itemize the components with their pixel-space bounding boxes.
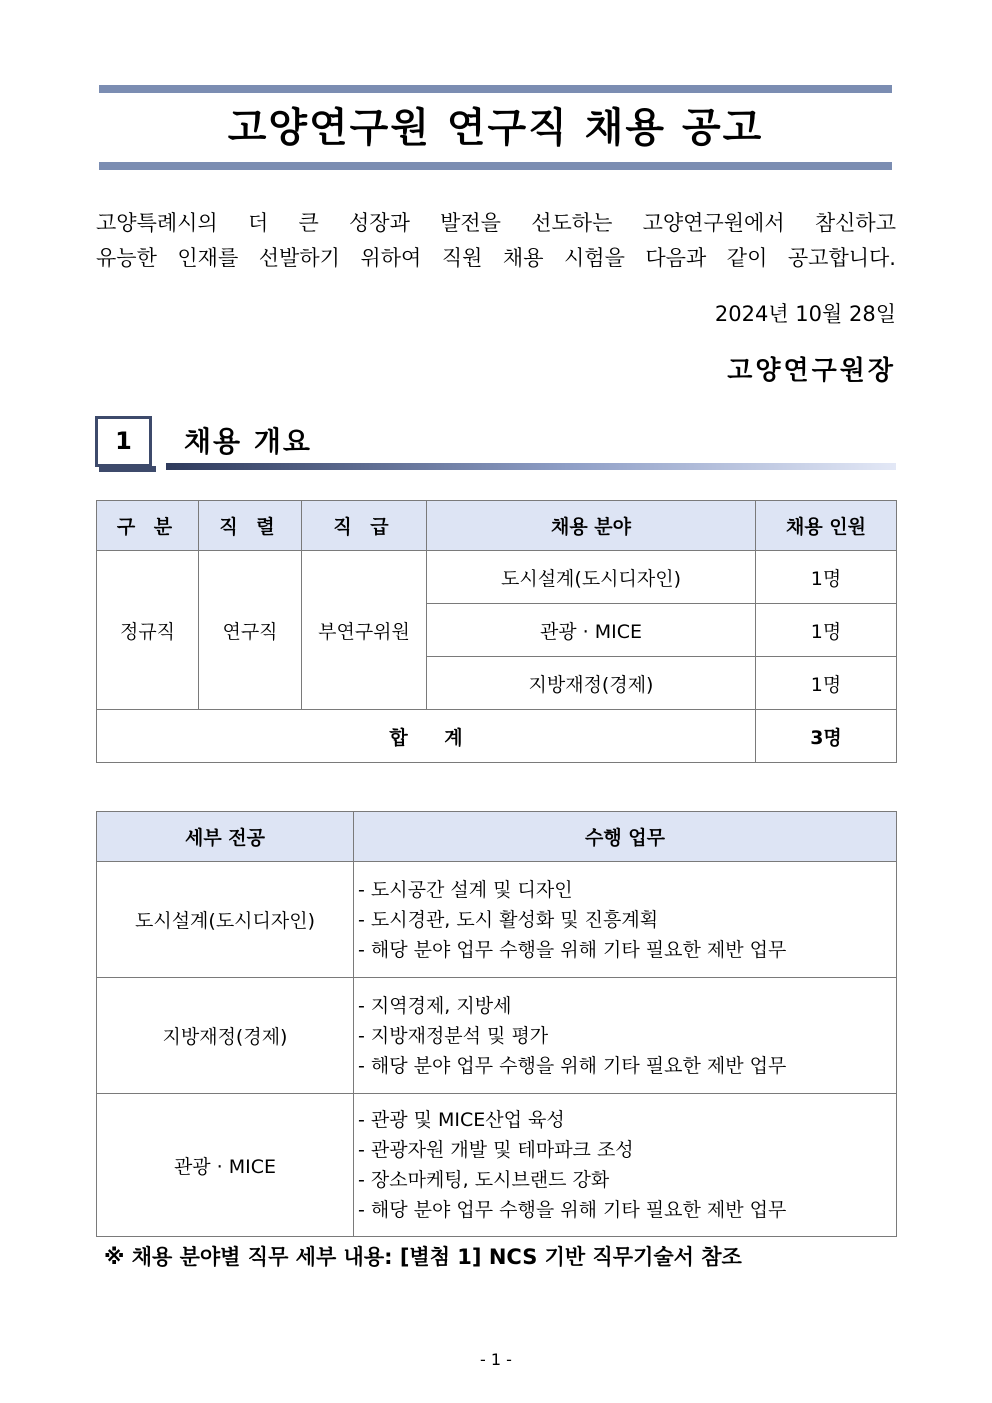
header-category: 구 분 bbox=[97, 501, 199, 551]
total-label: 합 계 bbox=[97, 710, 756, 763]
page-number: - 1 - bbox=[480, 1350, 512, 1369]
count-cell: 1명 bbox=[756, 604, 897, 657]
header-count: 채용 인원 bbox=[756, 501, 897, 551]
header-major: 세부 전공 bbox=[97, 812, 354, 862]
header-field: 채용 분야 bbox=[427, 501, 756, 551]
count-cell: 1명 bbox=[756, 657, 897, 710]
duty-item: - 관광자원 개발 및 테마파크 조성 bbox=[358, 1139, 634, 1161]
table-row bbox=[97, 862, 897, 978]
duty-item: - 지역경제, 지방세 bbox=[358, 994, 512, 1017]
title-bottom-rule bbox=[99, 162, 892, 170]
duty-item: - 지방재정분석 및 평가 bbox=[358, 1024, 549, 1047]
table-row bbox=[97, 551, 897, 604]
major-cell: 도시설계(도시디자인) bbox=[97, 862, 354, 978]
duty-item: - 해당 분야 업무 수행을 위해 기타 필요한 제반 업무 bbox=[358, 1054, 787, 1077]
intro-paragraph bbox=[96, 206, 896, 276]
duties-cell bbox=[354, 1094, 897, 1237]
overview-table bbox=[96, 500, 897, 763]
duty-item: - 도시공간 설계 및 디자인 bbox=[358, 878, 573, 901]
table-row bbox=[97, 1094, 897, 1237]
total-row bbox=[97, 710, 897, 763]
section-title: 채용 개요 bbox=[184, 425, 312, 458]
major-cell: 관광 · MICE bbox=[97, 1094, 354, 1237]
page-title: 고양연구원 연구직 채용 공고 bbox=[227, 105, 764, 151]
overview-header-row bbox=[97, 501, 897, 551]
series-cell: 연구직 bbox=[199, 551, 302, 710]
section-number: 1 bbox=[95, 416, 152, 467]
duty-table bbox=[96, 811, 897, 1237]
field-cell: 관광 · MICE bbox=[427, 604, 756, 657]
reference-note: ※ 채용 분야별 직무 세부 내용: [별첨 1] NCS 기반 직무기술서 참조 bbox=[104, 1245, 742, 1269]
duty-header-row bbox=[97, 812, 897, 862]
duties-cell bbox=[354, 978, 897, 1094]
total-value: 3명 bbox=[756, 710, 897, 763]
intro-line-1: 고양특례시의 더 큰 성장과 발전을 선도하는 고양연구원에서 참신하고 bbox=[96, 211, 896, 235]
table-row bbox=[97, 978, 897, 1094]
duties-cell bbox=[354, 862, 897, 978]
duty-item: - 해당 분야 업무 수행을 위해 기타 필요한 제반 업무 bbox=[358, 938, 787, 961]
major-cell: 지방재정(경제) bbox=[97, 978, 354, 1094]
duty-item: - 해당 분야 업무 수행을 위해 기타 필요한 제반 업무 bbox=[358, 1199, 787, 1221]
duty-item: - 관광 및 MICE산업 육성 bbox=[358, 1109, 565, 1131]
header-series: 직 렬 bbox=[199, 501, 302, 551]
section-underline bbox=[166, 463, 896, 470]
field-cell: 지방재정(경제) bbox=[427, 657, 756, 710]
header-grade: 직 급 bbox=[302, 501, 427, 551]
count-cell: 1명 bbox=[756, 551, 897, 604]
duty-item: - 장소마케팅, 도시브랜드 강화 bbox=[358, 1169, 610, 1191]
title-top-rule bbox=[99, 85, 892, 93]
header-duties: 수행 업무 bbox=[354, 812, 897, 862]
announcement-date: 2024년 10월 28일 bbox=[714, 302, 896, 326]
duty-item: - 도시경관, 도시 활성화 및 진흥계획 bbox=[358, 908, 659, 931]
grade-cell: 부연구위원 bbox=[302, 551, 427, 710]
intro-line-2: 유능한 인재를 선발하기 위하여 직원 채용 시험을 다음과 같이 공고합니다. bbox=[96, 246, 896, 270]
signer: 고양연구원장 bbox=[727, 356, 896, 386]
field-cell: 도시설계(도시디자인) bbox=[427, 551, 756, 604]
category-cell: 정규직 bbox=[97, 551, 199, 710]
